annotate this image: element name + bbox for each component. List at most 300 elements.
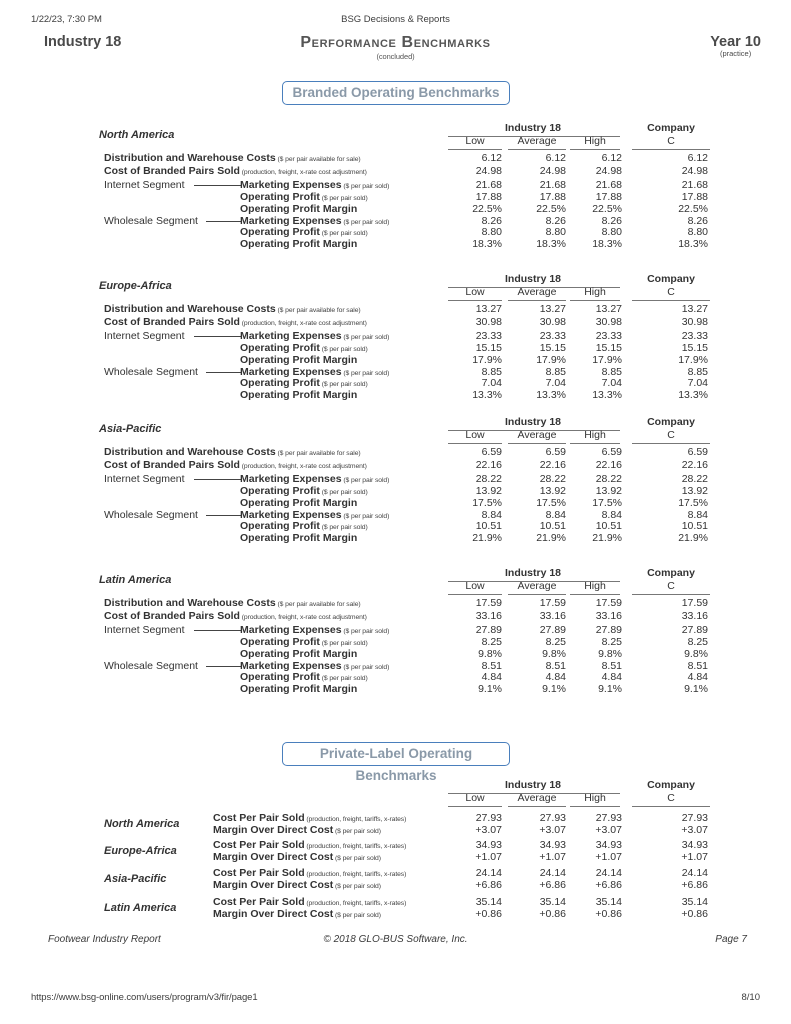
print-header [0, 14, 791, 28]
column-header-high: High [584, 792, 606, 804]
row-label [213, 908, 381, 920]
cell-high: 17.59 [595, 597, 622, 609]
row-label-note: ($ per pair available for sale) [275, 307, 361, 314]
cell-company: 13.92 [681, 484, 708, 497]
cell-average: 27.89 [539, 623, 566, 636]
cell-average: 17.5% [536, 496, 566, 509]
cell-high: 22.16 [595, 459, 622, 472]
cell-high: 7.04 [601, 377, 622, 390]
table-row [0, 683, 791, 695]
row-label-text: Operating Profit [240, 226, 320, 239]
row-label [240, 648, 357, 660]
cell-high: 21.68 [595, 178, 622, 191]
table-row [0, 520, 791, 532]
page-footer [0, 934, 791, 948]
pl-region-title-asia-pacific: Asia-Pacific [104, 873, 167, 885]
row-label-text: Cost Per Pair Sold [213, 812, 305, 824]
footer-copyright: © 2018 GLO-BUS Software, Inc. [323, 934, 468, 945]
table-row [0, 330, 791, 342]
cell-high: 22.5% [592, 202, 622, 215]
cell-company: 6.12 [687, 152, 708, 164]
cell-company: 17.59 [681, 597, 708, 609]
cell-average: 7.04 [545, 377, 566, 390]
segment-label: Internet Segment [104, 329, 185, 342]
table-row [0, 812, 791, 824]
cell-company: 6.59 [687, 446, 708, 458]
table-row [0, 226, 791, 238]
row-label [240, 636, 368, 648]
column-header-company: Company [647, 273, 695, 285]
table-row [0, 377, 791, 389]
table-row [0, 839, 791, 851]
cell-average: 34.93 [539, 839, 566, 851]
cell-average: +0.86 [539, 908, 566, 920]
column-header-underline-3 [632, 594, 710, 595]
cell-company: 8.26 [687, 214, 708, 227]
table-row [0, 152, 791, 164]
cell-high: +3.07 [595, 824, 622, 836]
cell-company: 17.9% [678, 353, 708, 366]
row-label-text: Marketing Expenses [240, 365, 342, 378]
cell-company: 17.88 [681, 190, 708, 203]
row-label [104, 446, 361, 458]
row-label-note: ($ per pair available for sale) [275, 450, 361, 457]
cell-company: 8.80 [687, 226, 708, 239]
cell-average: 30.98 [539, 316, 566, 329]
page-title-group [0, 34, 791, 61]
row-label-note: ($ per pair sold) [319, 488, 368, 496]
row-label [213, 824, 381, 836]
cell-high: 8.85 [601, 365, 622, 378]
row-label [104, 303, 361, 315]
table-row [0, 165, 791, 177]
cell-average: 8.84 [545, 508, 566, 521]
row-label-note: ($ per pair sold) [341, 218, 390, 226]
column-header-company-letter: C [667, 429, 675, 441]
table-row [0, 824, 791, 836]
row-label-note: (production, freight, tariffs, x-rates) [304, 843, 407, 850]
row-label-note: (production, freight, x-rate cost adjustment) [239, 614, 367, 622]
column-header-industry-group: Industry 18 [504, 273, 562, 285]
column-header-underline-2 [570, 594, 620, 595]
cell-low: 18.3% [472, 238, 502, 251]
table-row [0, 316, 791, 328]
column-header-underline-0 [448, 300, 502, 301]
segment-connector-line [194, 336, 242, 337]
row-label-note: ($ per pair sold) [319, 675, 368, 683]
row-label-text: Operating Profit [240, 520, 320, 533]
table-row [0, 867, 791, 879]
footer-page-number: Page 7 [715, 934, 747, 945]
cell-average: 10.51 [539, 520, 566, 533]
row-label [104, 165, 367, 177]
column-header-average: Average [517, 792, 557, 804]
table-row [0, 671, 791, 683]
cell-company: 22.16 [681, 459, 708, 472]
cell-company: 7.04 [687, 377, 708, 390]
row-label [240, 342, 368, 354]
column-header-company: Company [647, 416, 695, 428]
cell-high: 34.93 [595, 839, 622, 851]
column-header-underline-0 [448, 806, 502, 807]
column-header-low: Low [465, 429, 485, 441]
table-row [0, 879, 791, 891]
cell-average: 24.98 [539, 165, 566, 178]
column-header-underline-3 [632, 149, 710, 150]
cell-average: 33.16 [539, 610, 566, 623]
table-row [0, 908, 791, 920]
row-label-text: Cost Per Pair Sold [213, 839, 305, 851]
row-label [240, 660, 389, 672]
segment-connector-line [194, 479, 242, 480]
cell-low: 22.16 [475, 459, 502, 472]
cell-low: 9.1% [478, 683, 502, 696]
cell-company: 21.9% [678, 532, 708, 545]
row-label-note: ($ per pair sold) [341, 369, 390, 377]
cell-company: 17.5% [678, 496, 708, 509]
column-header-underline-3 [632, 443, 710, 444]
row-label [240, 671, 368, 683]
cell-average: 27.93 [539, 812, 566, 824]
print-url-bar [0, 992, 791, 1006]
cell-company: +6.86 [681, 879, 708, 891]
cell-company: 34.93 [681, 839, 708, 851]
table-row [0, 597, 791, 609]
year-group [710, 34, 761, 58]
cell-high: 10.51 [595, 520, 622, 533]
column-header-industry-group: Industry 18 [504, 567, 562, 579]
row-label [240, 366, 389, 378]
cell-high: 27.93 [595, 812, 622, 824]
row-label-text: Operating Profit [240, 635, 320, 648]
segment-label: Wholesale Segment [104, 659, 198, 672]
cell-average: 13.3% [536, 389, 566, 402]
row-label-note: ($ per pair sold) [341, 476, 390, 484]
cell-average: 9.1% [542, 683, 566, 696]
cell-company: 27.93 [681, 812, 708, 824]
cell-low: 15.15 [475, 341, 502, 354]
cell-low: 8.84 [481, 508, 502, 521]
source-url: https://www.bsg-online.com/users/program/v3/fir/page1 [31, 992, 258, 1003]
row-label-note: ($ per pair sold) [333, 855, 381, 862]
cell-high: 8.80 [601, 226, 622, 239]
row-label-note: ($ per pair sold) [333, 883, 381, 890]
column-header-average: Average [517, 286, 557, 298]
table-row [0, 238, 791, 250]
column-header-company-letter: C [667, 286, 675, 298]
row-label-text: Operating Profit Margin [240, 496, 358, 509]
cell-low: 9.8% [478, 647, 502, 660]
segment-connector-line [206, 666, 242, 667]
cell-average: 17.59 [539, 597, 566, 609]
cell-average: 13.92 [539, 484, 566, 497]
footer-report-name: Footwear Industry Report [48, 934, 161, 945]
column-header-company-letter: C [667, 580, 675, 592]
segment-label: Internet Segment [104, 623, 185, 636]
cell-high: 13.3% [592, 389, 622, 402]
row-label [213, 839, 406, 851]
row-label-note: ($ per pair sold) [319, 639, 368, 647]
cell-company: 21.68 [681, 178, 708, 191]
row-label-text: Cost of Branded Pairs Sold [104, 459, 240, 472]
cell-company: 9.1% [684, 683, 708, 696]
cell-low: 17.9% [472, 353, 502, 366]
column-header-average: Average [517, 580, 557, 592]
row-label-note: ($ per pair sold) [319, 381, 368, 389]
row-label-text: Operating Profit Margin [240, 389, 358, 402]
segment-connector-line [194, 185, 242, 186]
row-label-text: Marketing Expenses [240, 329, 342, 342]
cell-company: +0.86 [681, 908, 708, 920]
row-label-note: ($ per pair available for sale) [275, 601, 361, 608]
cell-high: 6.59 [601, 446, 622, 458]
row-label-text: Cost Per Pair Sold [213, 896, 305, 908]
column-header-underline-1 [508, 594, 566, 595]
cell-low: 17.59 [475, 597, 502, 609]
column-header-underline-3 [632, 806, 710, 807]
row-label-note: ($ per pair sold) [341, 333, 390, 341]
row-label-text: Marketing Expenses [240, 659, 342, 672]
column-header-underline-2 [570, 300, 620, 301]
row-label-note: ($ per pair sold) [319, 230, 368, 238]
row-label [240, 389, 357, 401]
table-row [0, 366, 791, 378]
cell-high: 9.1% [598, 683, 622, 696]
cell-average: 28.22 [539, 472, 566, 485]
cell-low: 17.88 [475, 190, 502, 203]
cell-high: 17.88 [595, 190, 622, 203]
row-label-note: ($ per pair sold) [341, 512, 390, 520]
cell-low: 6.12 [481, 152, 502, 164]
table-row [0, 446, 791, 458]
row-label-text: Operating Profit Margin [240, 683, 358, 696]
cell-low: 34.93 [475, 839, 502, 851]
row-label-text: Margin Over Direct Cost [213, 824, 334, 836]
row-label [240, 238, 357, 250]
row-label-note: ($ per pair available for sale) [275, 156, 361, 163]
cell-low: 27.89 [475, 623, 502, 636]
row-label-note: ($ per pair sold) [333, 828, 381, 835]
column-header-high: High [584, 286, 606, 298]
cell-high: 21.9% [592, 532, 622, 545]
cell-high: +1.07 [595, 851, 622, 863]
cell-low: +3.07 [475, 824, 502, 836]
table-row [0, 648, 791, 660]
column-header-underline-1 [508, 443, 566, 444]
cell-low: 35.14 [475, 896, 502, 908]
table-row [0, 624, 791, 636]
cell-high: 8.25 [601, 635, 622, 648]
row-label [104, 316, 367, 328]
column-header-underline-0 [448, 443, 502, 444]
column-header-low: Low [465, 792, 485, 804]
column-header-high: High [584, 580, 606, 592]
row-label-text: Marketing Expenses [240, 178, 342, 191]
column-header-industry-group: Industry 18 [504, 779, 562, 791]
cell-low: 4.84 [481, 671, 502, 684]
cell-average: +1.07 [539, 851, 566, 863]
cell-low: 10.51 [475, 520, 502, 533]
table-row [0, 660, 791, 672]
table-row [0, 203, 791, 215]
row-label-text: Operating Profit Margin [240, 353, 358, 366]
row-label [240, 203, 357, 215]
cell-high: 27.89 [595, 623, 622, 636]
row-label-text: Operating Profit [240, 190, 320, 203]
row-label [240, 191, 368, 203]
document-title-bar [0, 34, 791, 64]
column-header-underline-2 [570, 149, 620, 150]
cell-low: 28.22 [475, 472, 502, 485]
row-label-text: Cost of Branded Pairs Sold [104, 610, 240, 623]
cell-high: 8.26 [601, 214, 622, 227]
cell-company: 27.89 [681, 623, 708, 636]
pl-region-title-europe-africa: Europe-Africa [104, 845, 177, 857]
row-label [240, 520, 368, 532]
cell-high: 13.27 [595, 303, 622, 315]
row-label [240, 354, 357, 366]
section-banner-private-label: Private-Label Operating Benchmarks [282, 742, 510, 766]
row-label-text: Cost Per Pair Sold [213, 867, 305, 879]
cell-average: 6.59 [545, 446, 566, 458]
column-header-low: Low [465, 286, 485, 298]
row-label [240, 330, 389, 342]
row-label [240, 532, 357, 544]
cell-low: 6.59 [481, 446, 502, 458]
row-label [213, 851, 381, 863]
row-label-text: Marketing Expenses [240, 472, 342, 485]
column-header-underline-3 [632, 300, 710, 301]
row-label [240, 497, 357, 509]
segment-connector-line [206, 515, 242, 516]
column-header-average: Average [517, 429, 557, 441]
row-label-text: Marketing Expenses [240, 508, 342, 521]
cell-high: 33.16 [595, 610, 622, 623]
row-label-text: Operating Profit [240, 341, 320, 354]
cell-low: 8.25 [481, 635, 502, 648]
cell-low: 17.5% [472, 496, 502, 509]
row-label-note: ($ per pair sold) [333, 912, 381, 919]
table-row [0, 303, 791, 315]
row-label-text: Margin Over Direct Cost [213, 908, 334, 920]
column-header-average: Average [517, 135, 557, 147]
cell-average: 21.68 [539, 178, 566, 191]
cell-high: 17.9% [592, 353, 622, 366]
cell-low: 33.16 [475, 610, 502, 623]
segment-label: Internet Segment [104, 472, 185, 485]
row-label-text: Margin Over Direct Cost [213, 879, 334, 891]
row-label-text: Distribution and Warehouse Costs [104, 152, 276, 164]
row-label [213, 867, 406, 879]
cell-average: 18.3% [536, 238, 566, 251]
column-header-company-letter: C [667, 792, 675, 804]
print-date: 1/22/23, 7:30 PM [31, 14, 102, 25]
row-label-note: (production, freight, tariffs, x-rates) [304, 900, 407, 907]
cell-low: 30.98 [475, 316, 502, 329]
row-label [104, 597, 361, 609]
row-label [213, 896, 406, 908]
cell-average: 8.51 [545, 659, 566, 672]
cell-company: 28.22 [681, 472, 708, 485]
row-label-note: ($ per pair sold) [319, 524, 368, 532]
column-header-underline-1 [508, 149, 566, 150]
year-label: Year 10 [710, 34, 761, 50]
cell-high: 23.33 [595, 329, 622, 342]
row-label [240, 215, 389, 227]
table-row [0, 473, 791, 485]
cell-high: 17.5% [592, 496, 622, 509]
row-label [104, 152, 361, 164]
column-header-industry-group: Industry 18 [504, 122, 562, 134]
column-header-company: Company [647, 122, 695, 134]
cell-high: 13.92 [595, 484, 622, 497]
cell-low: 21.68 [475, 178, 502, 191]
row-label [213, 879, 381, 891]
cell-average: 24.14 [539, 867, 566, 879]
cell-low: 8.26 [481, 214, 502, 227]
cell-low: 13.27 [475, 303, 502, 315]
row-label [240, 473, 389, 485]
column-header-underline-2 [570, 806, 620, 807]
row-label-note: (production, freight, tariffs, x-rates) [304, 816, 407, 823]
cell-high: 28.22 [595, 472, 622, 485]
row-label-note: ($ per pair sold) [319, 345, 368, 353]
table-row [0, 896, 791, 908]
table-row [0, 215, 791, 227]
cell-company: 13.3% [678, 389, 708, 402]
row-label-text: Operating Profit Margin [240, 202, 358, 215]
column-header-company: Company [647, 779, 695, 791]
year-note: (practice) [719, 49, 752, 58]
column-header-low: Low [465, 580, 485, 592]
cell-company: 23.33 [681, 329, 708, 342]
row-label-note: (production, freight, x-rate cost adjustment) [239, 169, 367, 177]
pl-region-title-north-america: North America [104, 818, 180, 830]
row-label [240, 179, 389, 191]
cell-company: 8.85 [687, 365, 708, 378]
cell-company: 8.51 [687, 659, 708, 672]
row-label-text: Operating Profit [240, 484, 320, 497]
row-label [240, 377, 368, 389]
row-label [240, 485, 368, 497]
industry-label: Industry 18 [44, 34, 122, 50]
row-label-text: Operating Profit [240, 671, 320, 684]
row-label [240, 226, 368, 238]
cell-average: 8.85 [545, 365, 566, 378]
cell-company: 22.5% [678, 202, 708, 215]
cell-low: 8.80 [481, 226, 502, 239]
column-header-underline-1 [508, 806, 566, 807]
print-app-title: BSG Decisions & Reports [341, 14, 450, 25]
print-page-count: 8/10 [741, 992, 760, 1003]
row-label-note: ($ per pair sold) [341, 182, 390, 190]
cell-low: 24.14 [475, 867, 502, 879]
cell-company: 8.84 [687, 508, 708, 521]
cell-company: +3.07 [681, 824, 708, 836]
row-label-text: Operating Profit Margin [240, 238, 358, 251]
row-label [213, 812, 406, 824]
column-header-company: Company [647, 567, 695, 579]
cell-low: 21.9% [472, 532, 502, 545]
row-label [240, 624, 389, 636]
cell-low: 7.04 [481, 377, 502, 390]
row-label-note: (production, freight, x-rate cost adjustment) [239, 320, 367, 328]
region-title-asia-pacific: Asia-Pacific [99, 423, 162, 435]
cell-high: 9.8% [598, 647, 622, 660]
cell-average: 4.84 [545, 671, 566, 684]
row-label-note: (production, freight, tariffs, x-rates) [304, 871, 407, 878]
cell-high: 4.84 [601, 671, 622, 684]
